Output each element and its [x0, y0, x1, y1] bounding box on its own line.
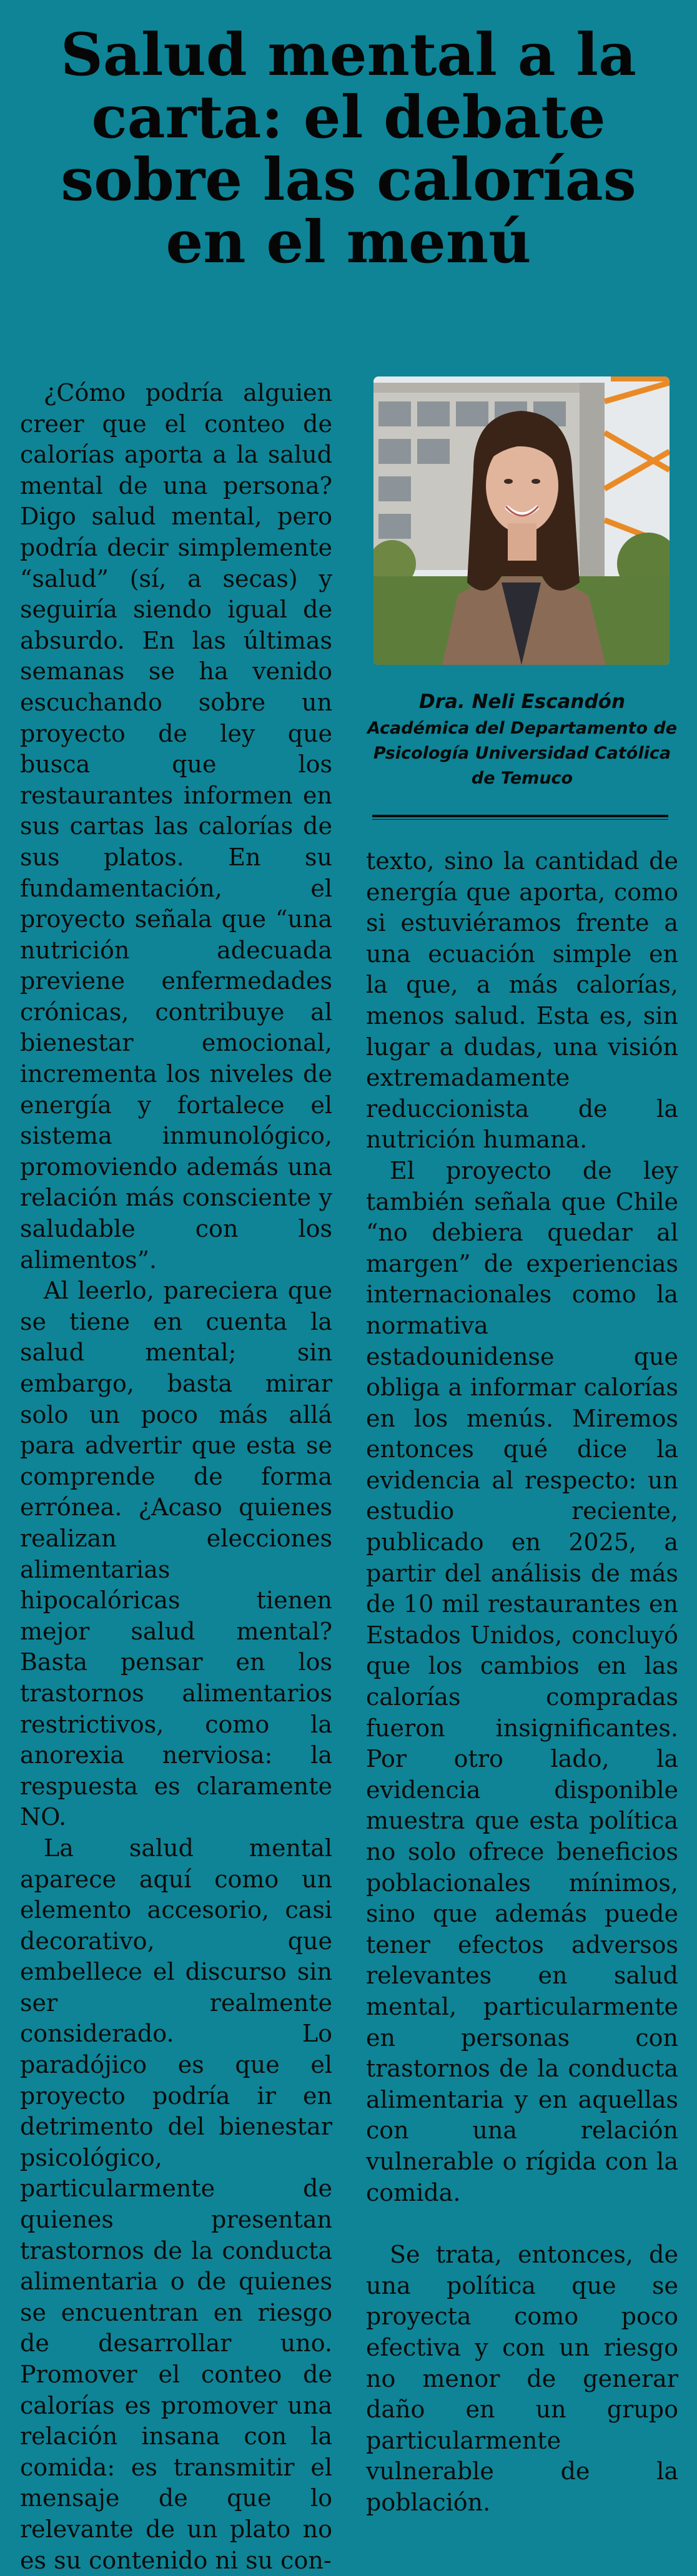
caption-role-line-1: Académica del Departamento de	[367, 719, 678, 738]
right-column	[366, 846, 678, 2518]
caption-author-name: Dra. Neli Escandón	[418, 691, 626, 713]
paragraph: ¿Cómo podría alguien creer que el conteo de calorías aporta a la salud mental de una persona? Digo salud mental, pero podría decir simplemente “salud” (sí, a secas) y seguiría siendo igual de absurdo. En las últimas semanas se ha venido escuchando sobre un proyecto de ley que busca que los restaurantes informen en sus cartas las calorías de sus platos. En su fundamentación, el proyecto señala que “una nutrición adecuada previene enfermedades crónicas, contribuye al bienestar emocional, incrementa los niveles de energía y fortalece el sistema inmunológico, promoviendo además una relación más consciente y saludable con los alimentos”.	[20, 379, 332, 1274]
paragraph-continued: texto, sino la cantidad de energía que aporta, como si estuviéramos frente a una ecuación simple en la que, a más calorías, menos salud. Esta es, sin lugar a dudas, una visión extremadamente reduccionista de la nutrición humana.	[366, 847, 678, 1154]
author-portrait-image	[373, 376, 670, 665]
paragraph: La salud mental aparece aquí como un elemento accesorio, casi decorativo, que embellece el discurso sin ser realmente considerado. Lo paradójico es que el proyecto podría ir en detrimento del bienestar psicológico, particularmente de quienes presentan trastornos de la conducta alimentaria o de quienes se encuentran en riesgo de desarrollar uno. Promover el conteo de calorías es promover una relación insana con la comida: es transmitir el mensaje de que lo relevante de un plato no es su contenido ni su con-	[20, 1834, 332, 2574]
photo-caption	[366, 689, 678, 791]
headline-line-4: en el menú	[166, 208, 531, 277]
caption-role-line-2: Psicología Universidad Católica	[373, 744, 671, 763]
author-photo	[373, 376, 670, 665]
article-headline	[0, 0, 697, 277]
headline-line-2: carta: el debate	[91, 83, 606, 152]
caption-divider-thin	[372, 819, 668, 820]
paragraph-gap	[366, 2208, 678, 2239]
left-column	[20, 378, 332, 2576]
paragraph: El proyecto de ley también señala que Chile “no debiera quedar al margen” de experiencias internacionales como la normativa estadounidense que obliga a informar calorías en los menús. Miremos entonces qué dice la evidencia al respecto: un estudio reciente, publicado en 2025, a partir del análisis de más de 10 mil restaurantes en Estados Unidos, concluyó que los cambios en las calorías compradas fueron insignificantes. Por otro lado, la evidencia disponible muestra que esta política no solo ofrece beneficios poblacionales mínimos, sino que además puede tener efectos adversos relevantes en salud mental, particularmente en personas con trastornos de la conducta alimentaria y en aquellas con una relación vulnerable o rígida con la comida.	[366, 1156, 678, 2206]
headline-line-3: sobre las calorías	[61, 145, 636, 214]
paragraph: Al leerlo, pareciera que se tiene en cuenta la salud mental; sin embargo, basta mirar solo un poco más allá para advertir que esta se comprende de forma errónea. ¿Acaso quienes realizan elecciones alimentarias hipocalóricas tienen mejor salud mental? Basta pensar en los trastornos alimentarios restrictivos, como la anorexia nerviosa: la respuesta es claramente NO.	[20, 1277, 332, 1831]
caption-role-line-3: de Temuco	[471, 769, 573, 788]
caption-divider	[372, 815, 668, 817]
paragraph: Se trata, entonces, de una política que se proyecta como poco efectiva y con un riesgo no menor de generar daño en un grupo particularmente vulnerable de la población.	[366, 2241, 678, 2516]
headline-line-1: Salud mental a la	[61, 21, 636, 89]
